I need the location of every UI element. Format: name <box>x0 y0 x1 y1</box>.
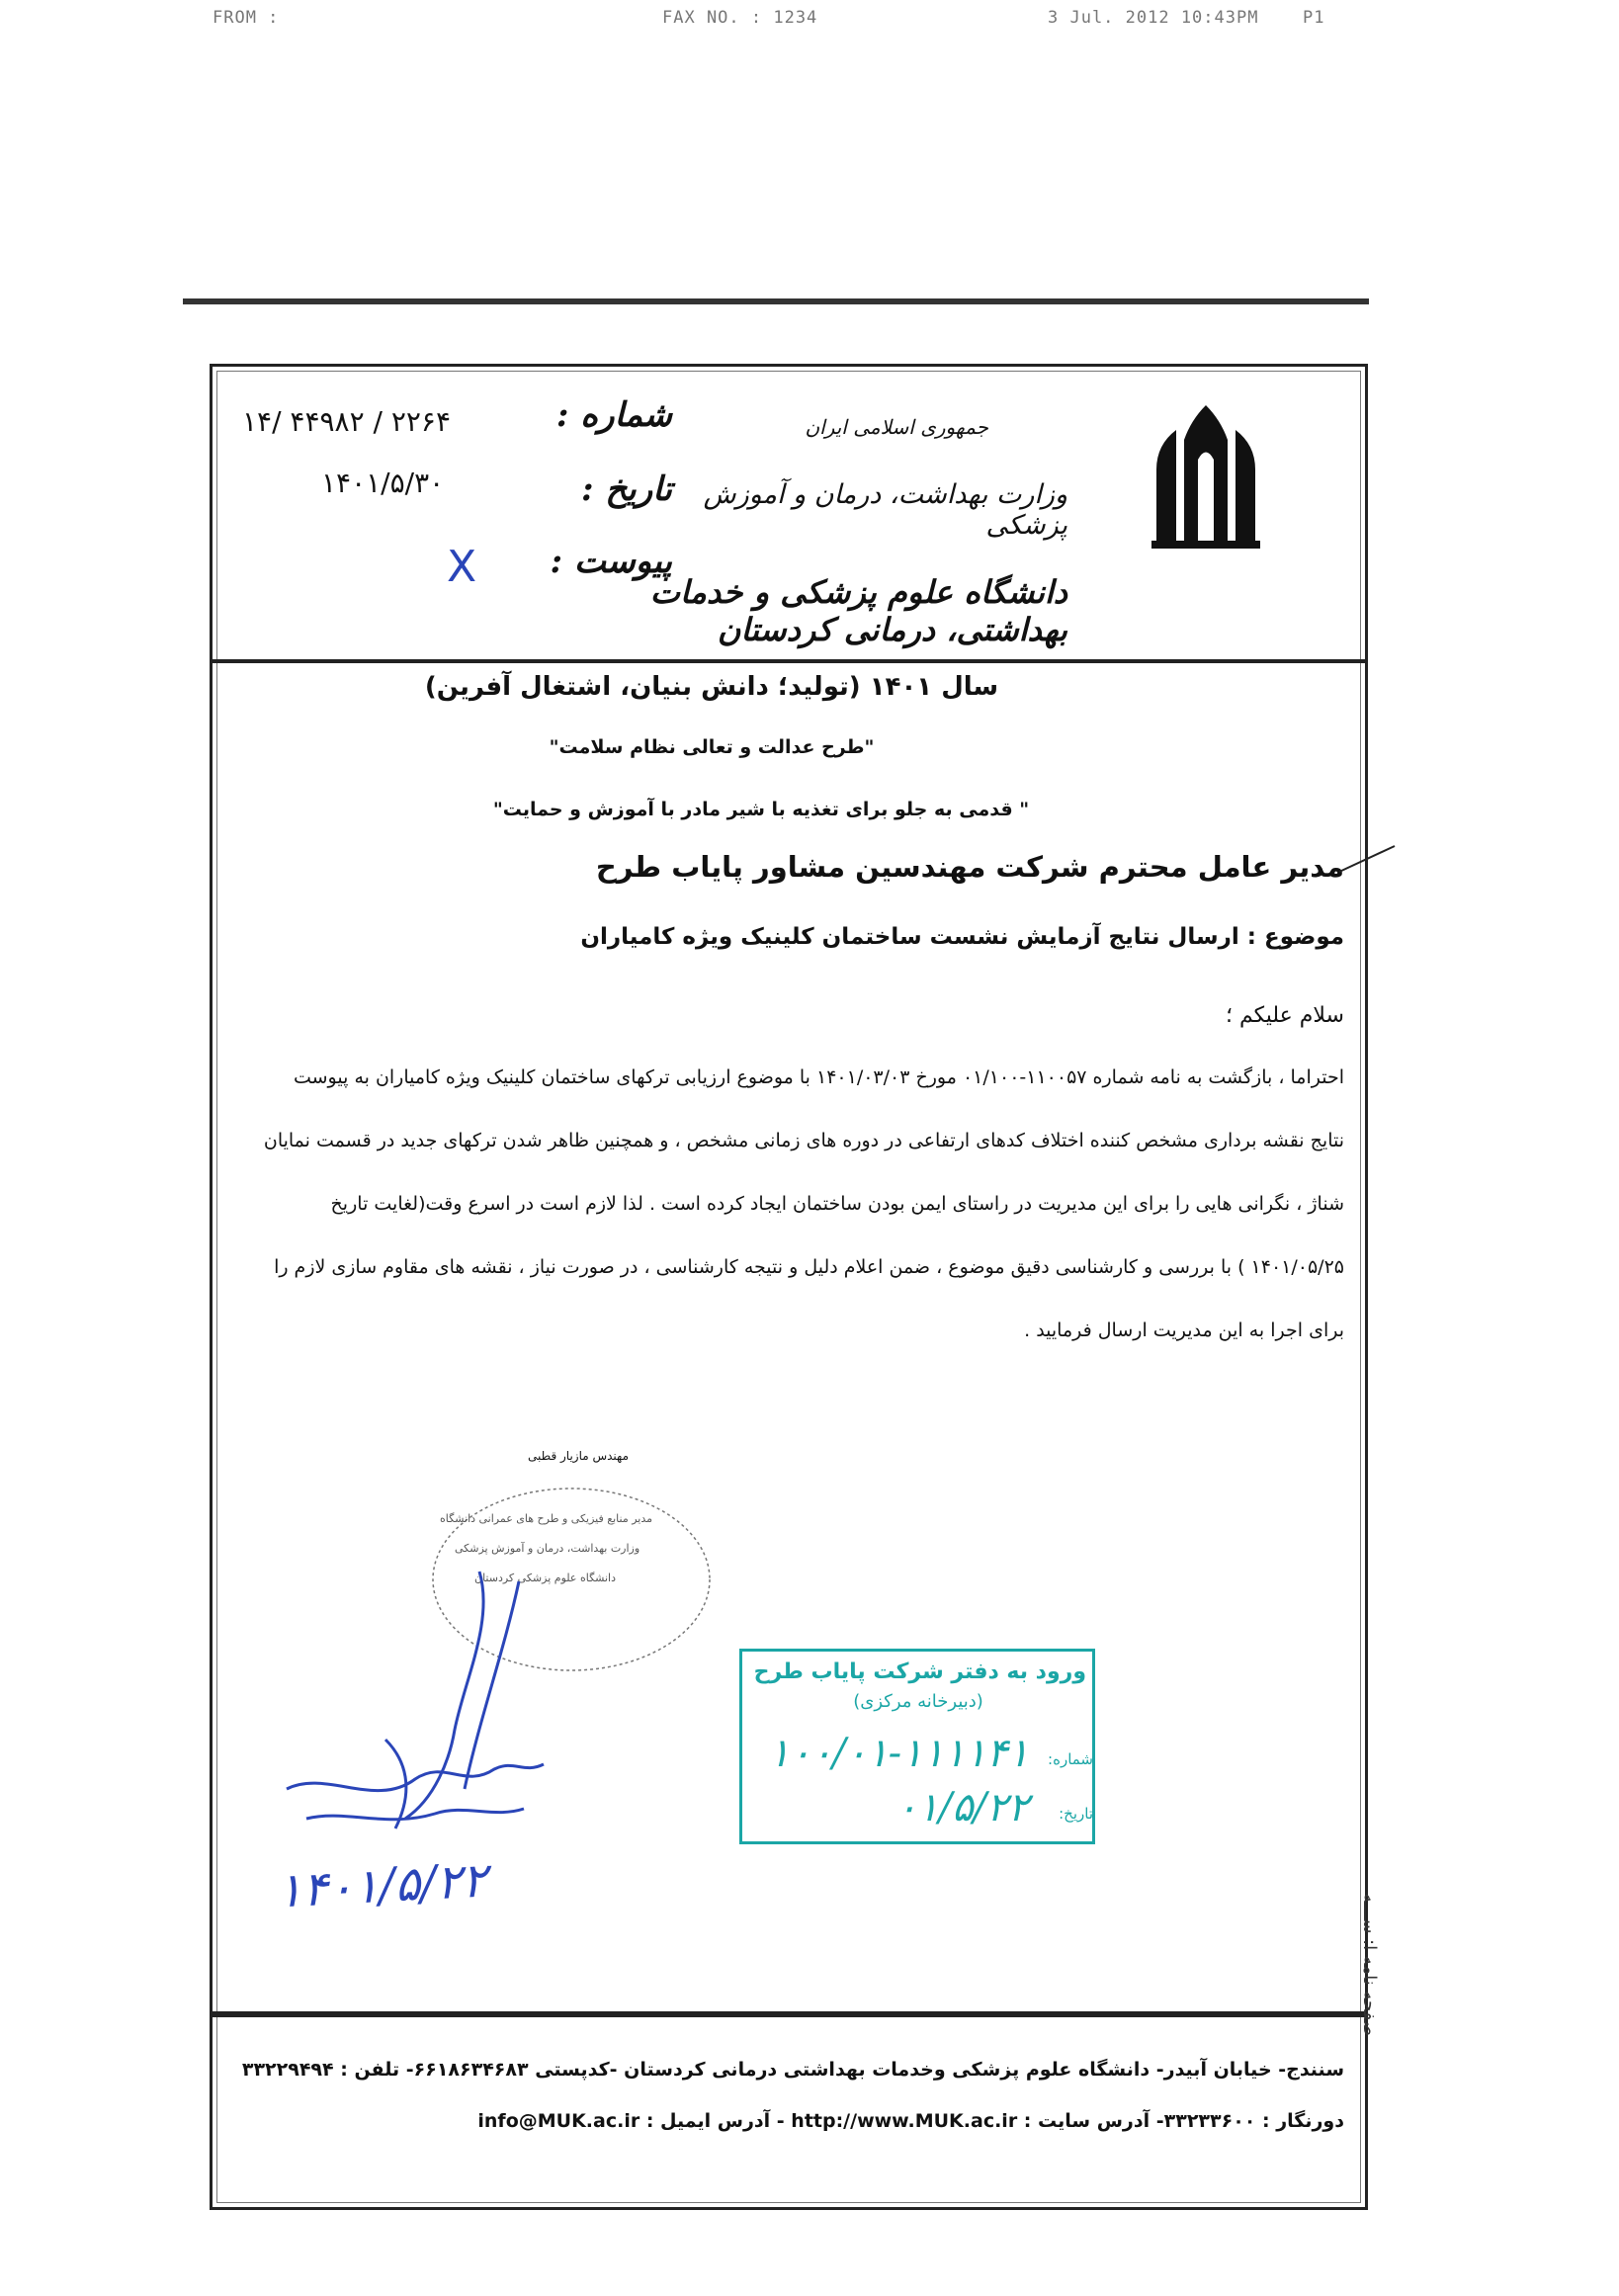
letterhead-ministry: وزارت بهداشت، درمان و آموزش پزشکی <box>703 479 1067 541</box>
stamp-number-value: ۱۰۰/۰۱-۱۱۱۱۴۱ <box>768 1731 1029 1776</box>
footer-divider <box>210 2011 1368 2017</box>
date-value: ۱۴۰۱/۵/۳۰ <box>321 467 445 499</box>
seal-line-2: وزارت بهداشت، درمان و آموزش پزشکی <box>455 1542 640 1555</box>
date-label: تاریخ : <box>580 469 672 509</box>
signatory-name: مهندس مازیار قطبی <box>527 1449 630 1463</box>
footer-address: سنندج- خیابان آبیدر- دانشگاه علوم پزشکی وخدمات بهداشتی درمانی کردستان -کدپستی ۶۶۱۸۶۳۴۶۸۳- تلفن : ۳۳۲۲۹۴۹۴ <box>241 2059 1344 2081</box>
attachment-label: پیوست : <box>550 542 672 581</box>
stamp-subtitle: (دبیرخانه مرکزی) <box>853 1691 983 1712</box>
fax-datetime: 3 Jul. 2012 10:43PM <box>1048 8 1259 28</box>
footer-contact: دورنگار : ۳۳۲۳۳۶۰۰- آدرس سایت : http://www.MUK.ac.ir - آدرس ایمیل : info@MUK.ac.ir <box>477 2110 1344 2132</box>
stamp-date-value: ۰۱/۵/۲۲ <box>895 1785 1029 1830</box>
number-label: شماره : <box>555 395 672 435</box>
attachment-value: X <box>447 542 477 592</box>
header-divider <box>210 659 1368 663</box>
stamp-date-label: تاریخ: <box>1059 1805 1093 1823</box>
side-note-text: صفحه نامه ا: ســـه <box>1359 1893 1380 2036</box>
recipient: مدیر عامل محترم شرکت مهندسین مشاور پایاب طرح <box>595 850 1344 884</box>
fax-number: FAX NO. : 1234 <box>662 8 818 28</box>
year-banner: سال ۱۴۰۱ (تولید؛ دانش بنیان، اشتغال آفرین) <box>424 672 999 702</box>
university-logo-icon <box>1147 400 1265 549</box>
letterhead-republic: جمهوری اسلامی ایران <box>805 415 988 439</box>
slogan: "طرح عدالت و تعالی نظام سلامت" <box>549 736 875 758</box>
number-value: ۱۴/ ۴۴۹۸۲ / ۲۲۶۴ <box>242 405 451 438</box>
stamp-number-label: شماره: <box>1048 1750 1093 1768</box>
handwritten-date: ۱۴۰۱/۵/۲۲ <box>275 1852 489 1919</box>
stamp-title: ورود به دفتر شرکت پایاب طرح <box>753 1659 1086 1684</box>
side-note <box>1354 1680 1384 2036</box>
subject: موضوع : ارسال نتایج آزمایش نشست ساختمان کلینیک ویژه کامیاران <box>580 924 1344 950</box>
seal-line-1: مدیر منابع فیزیکی و طرح های عمرانی دانشگاه <box>440 1512 652 1525</box>
salutation: سلام علیکم ؛ <box>1225 1003 1344 1028</box>
fax-from: FROM : <box>213 8 280 28</box>
check-mark-icon <box>1337 842 1397 882</box>
seal-line-3: دانشگاه علوم پزشکی کردستان <box>474 1572 616 1584</box>
campaign-slogan: " قدمی به جلو برای تغذیه با شیر مادر با آموزش و حمایت" <box>492 799 1030 820</box>
letter-body: احتراما ، بازگشت به نامه شماره ۱۱۰۰۵۷-۰۱/۱۰۰ مورخ ۱۴۰۱/۰۳/۰۳ با موضوع ارزیابی ترکهای ساختمان کلینیک ویژه کامیاران به پیوست نتایج نقشه برداری مشخص کننده اختلاف کدهای ارتفاعی در دوره های زمانی مشخص ، و همچنین ظاهر شدن ترکهای جدید در قسمت نمایان شناژ ، نگرانی هایی را برای این مدیریت در راستای ایمن بودن ساختمان ایجاد کرده است . لذا لازم است در اسرع وقت(لغایت تاریخ ۱۴۰۱/۰۵/۲۵ ) با بررسی و کارشناسی دقیق موضوع ، ضمن اعلام دلیل و نتیجه کارشناسی ، در صورت نیاز ، نقشه های مقاوم سازی لازم را برای اجرا به این مدیریت ارسال فرمایید . <box>263 1066 1344 1341</box>
top-divider <box>183 298 1369 304</box>
letterhead-university: دانشگاه علوم پزشکی و خدمات بهداشتی، درمانی کردستان <box>649 573 1067 648</box>
fax-page: P1 <box>1303 8 1325 28</box>
receipt-stamp <box>739 1649 1095 1844</box>
